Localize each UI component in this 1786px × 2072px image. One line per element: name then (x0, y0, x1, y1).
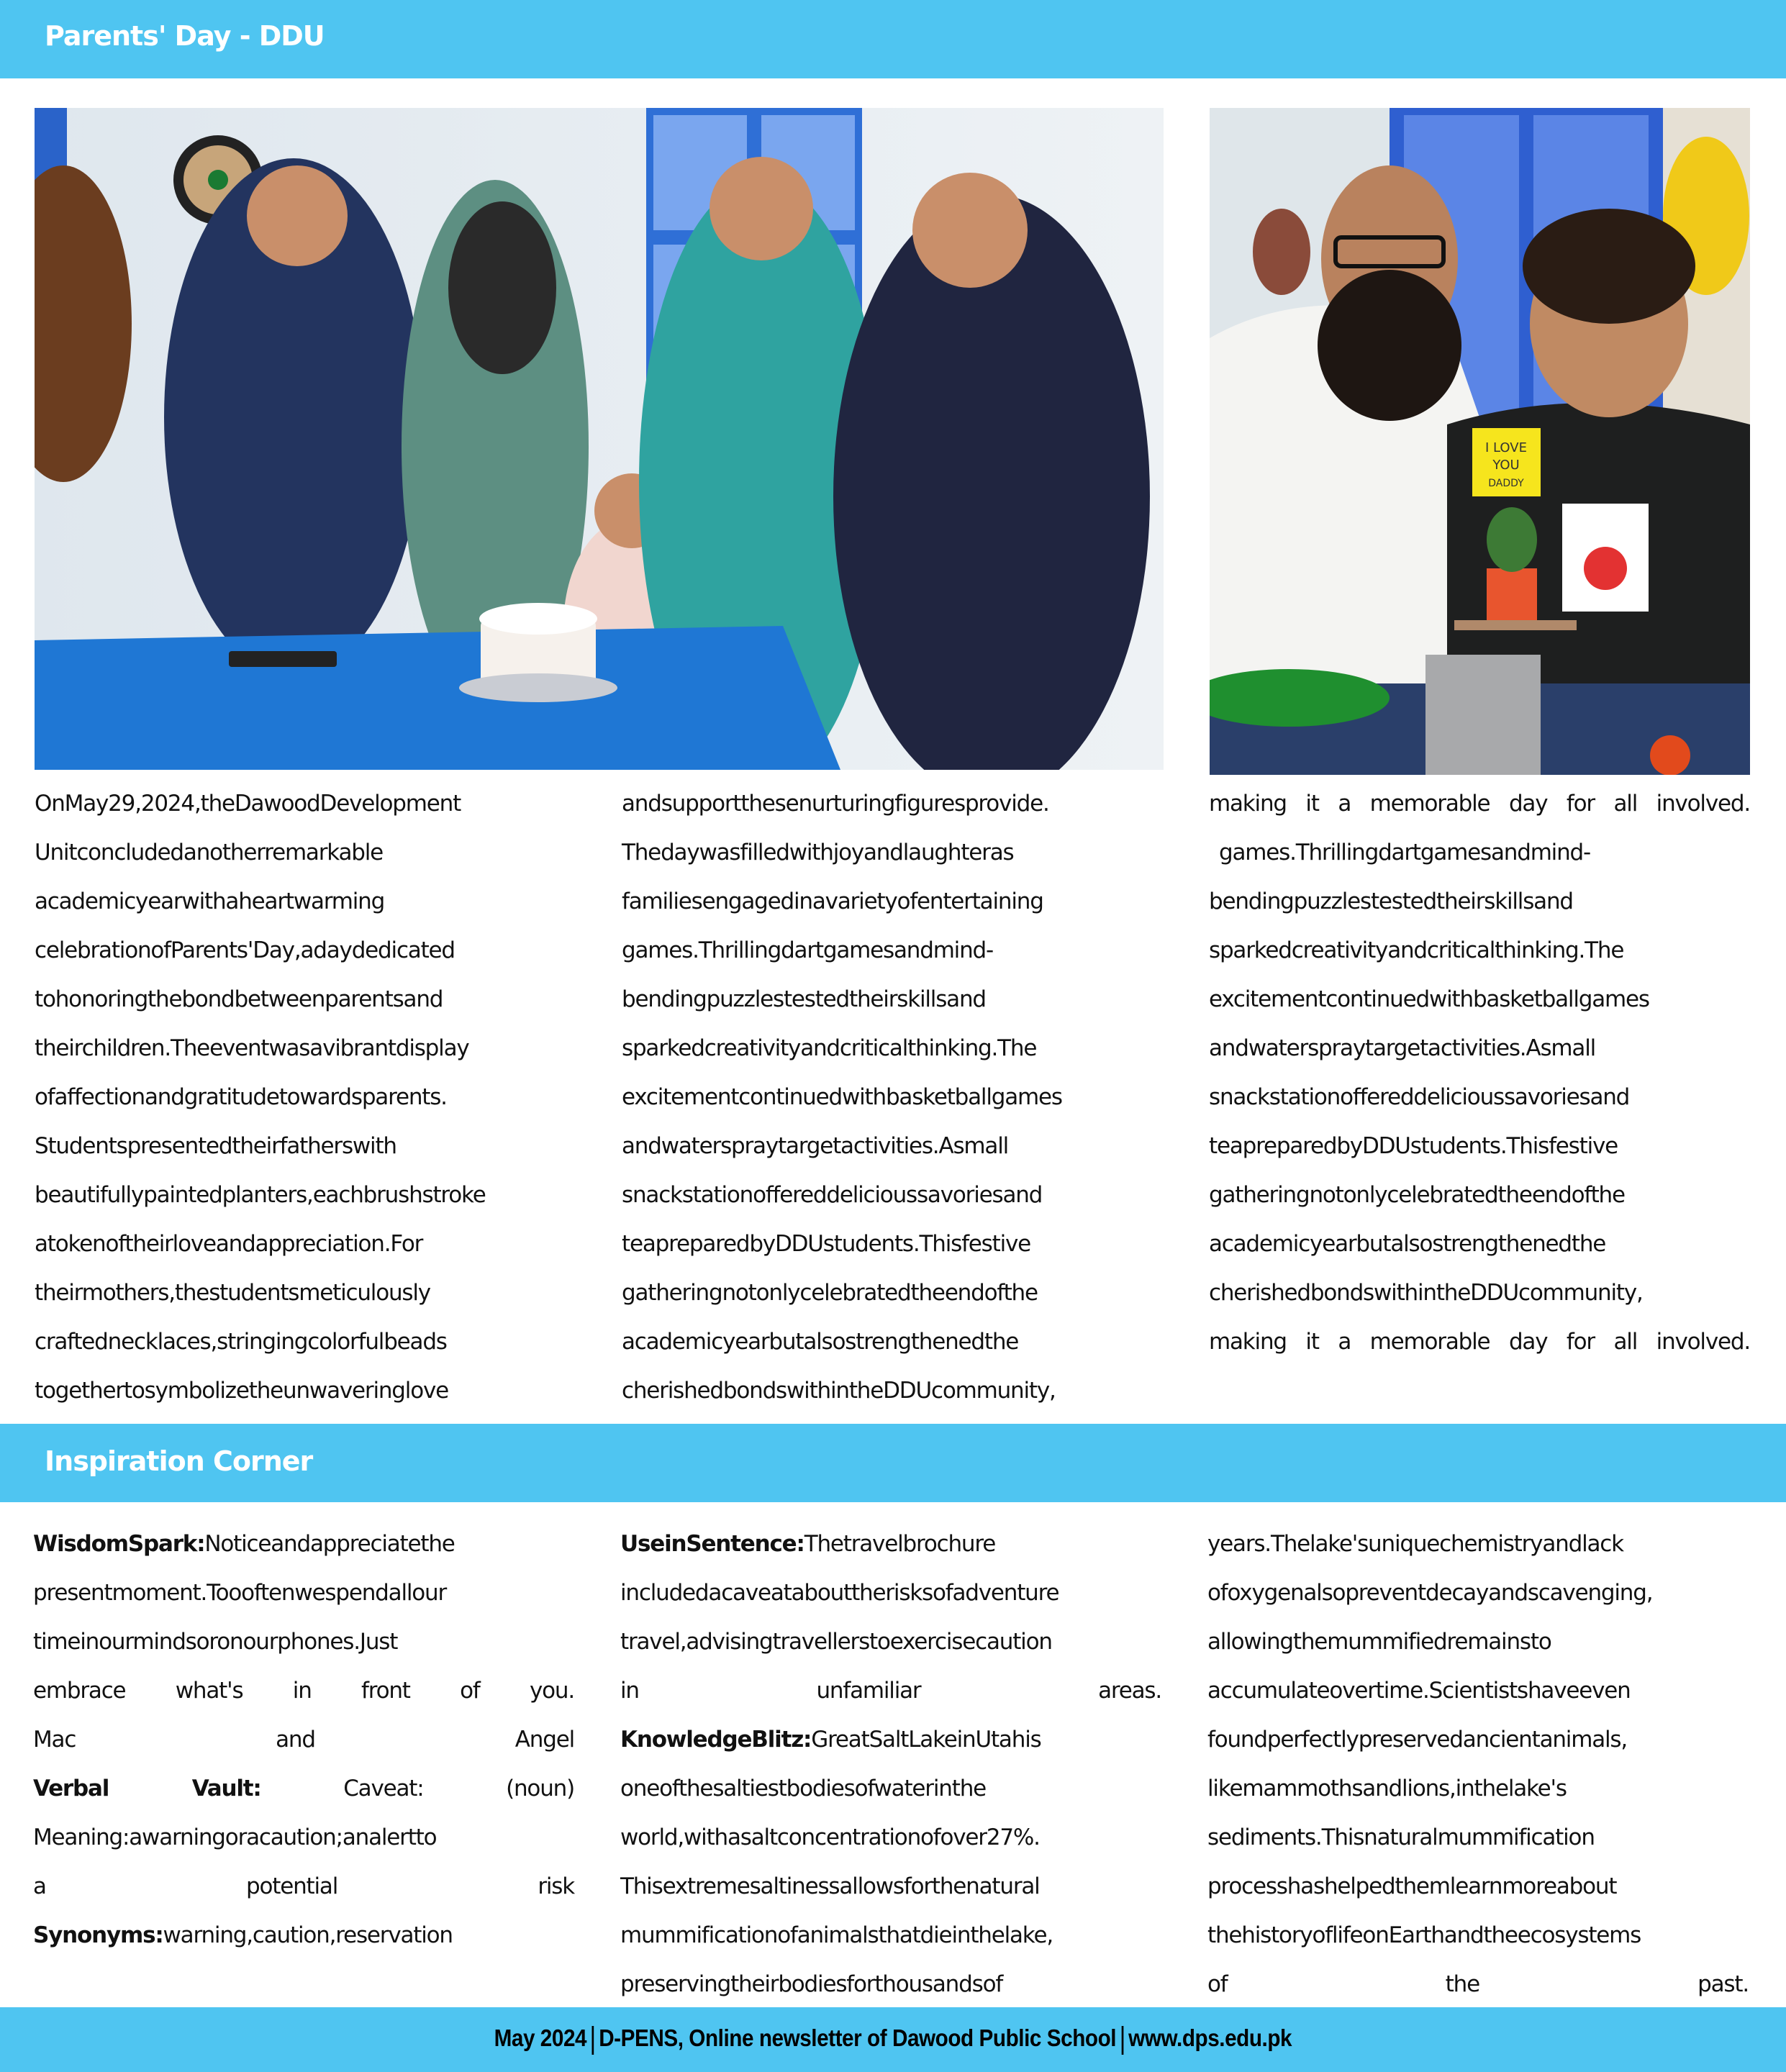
text-line: years.Thelake'suniquechemistryandlack (1207, 1531, 1623, 1557)
text-line: Synonyms:warning,caution,reservation (33, 1922, 453, 1948)
text-line: games.Thrillingdartgamesandmind- (1219, 840, 1591, 865)
footer-separator (591, 2026, 594, 2055)
text-line: world,withasaltconcentrationofover27%. (620, 1825, 1040, 1850)
text-line: cherishedbondswithintheDDUcommunity, (1209, 1280, 1643, 1306)
text-line: beautifullypaintedplanters,eachbrushstroke (35, 1182, 486, 1208)
text-line: ofoxygenalsopreventdecayandscavenging, (1207, 1580, 1653, 1606)
footer-website-link[interactable]: www.dps.edu.pk (1128, 2025, 1292, 2052)
text-line: teapreparedbyDDUstudents.Thisfestive (1209, 1133, 1618, 1159)
text-line: cherishedbondswithintheDDUcommunity, (622, 1378, 1056, 1404)
text-line: Meaning:awarningoracaution;analertto (33, 1825, 437, 1850)
text-line: sparkedcreativityandcriticalthinking.The (1209, 937, 1624, 963)
father-son-photo-icon (1210, 108, 1750, 775)
text-line: gatheringnotonlycelebratedtheendofthe (1209, 1182, 1625, 1208)
text-line: foundperfectlypreservedancientanimals, (1207, 1727, 1628, 1753)
text-line: togethertosymbolizetheunwaveringlove (35, 1378, 448, 1404)
text-line: UseinSentence:Thetravelbrochure (620, 1531, 996, 1557)
text-line: celebrationofParents'Day,adaydedicated (35, 937, 455, 963)
article-column-3 (1209, 779, 1750, 1366)
footer-publication: D-PENS, Online newsletter of Dawood Public School (599, 2025, 1117, 2052)
text-line: Verbal Vault: Caveat: (noun) (33, 1776, 574, 1801)
text-line: of the past. (1207, 1971, 1749, 1997)
section-header-parents-day (0, 0, 1786, 78)
text-line: likemammothsandlions,inthelake's (1207, 1776, 1567, 1801)
text-line: Studentspresentedtheirfatherswith (35, 1133, 396, 1159)
text-line: Thisextremesaltinessallowsforthenatural (620, 1873, 1040, 1899)
text-line: teapreparedbyDDUstudents.Thisfestive (622, 1231, 1031, 1257)
text-line: andsupportthesenurturingfiguresprovide. (622, 791, 1049, 817)
text-line: excitementcontinuedwithbasketballgames (1209, 986, 1649, 1012)
text-line: oneofthesaltiestbodiesofwaterinthe (620, 1776, 987, 1801)
text-line: theirmothers,thestudentsmeticulously (35, 1280, 430, 1306)
sign-text-1: I LOVE (1485, 440, 1527, 455)
text-line: includedacaveatabouttherisksofadventure (620, 1580, 1059, 1606)
text-line: academicyearbutalsostrengthenedthe (622, 1329, 1019, 1355)
text-line: tohonoringthebondbetweenparentsand (35, 986, 443, 1012)
text-line: bendingpuzzlestestedtheirskillsand (1209, 889, 1573, 914)
text-line: academicyearbutalsostrengthenedthe (1209, 1231, 1606, 1257)
text-line: timeinourmindsoronourphones.Just (33, 1629, 398, 1655)
article-column-1 (35, 779, 576, 1415)
text-line: mummificationofanimalsthatdieinthelake, (620, 1922, 1053, 1948)
text-line: thehistoryoflifeonEarthandtheecosystems (1207, 1922, 1641, 1948)
text-line: processhashelpedthemlearnmoreabout (1207, 1873, 1617, 1899)
text-line: atokenoftheirloveandappreciation.For (35, 1231, 423, 1257)
section-header-inspiration-corner (0, 1424, 1786, 1502)
text-line: preservingtheirbodiesforthousandsof (620, 1971, 1003, 1997)
text-line: WisdomSpark:Noticeandappreciatethe (33, 1531, 455, 1557)
text-line: theirchildren.Theeventwasavibrantdisplay (35, 1035, 469, 1061)
footer-text (494, 2025, 1292, 2054)
text-line: Unitconcludedanotherremarkable (35, 840, 384, 865)
text-line: ofaffectionandgratitudetowardsparents. (35, 1084, 447, 1110)
footer-date: May 2024 (494, 2025, 587, 2052)
footer-separator (1121, 2026, 1123, 2055)
text-line: making it a memorable day for all involved. (1209, 1329, 1750, 1355)
text-line: embrace what's in front of you. (33, 1678, 575, 1704)
celebration-photo-icon (35, 108, 1164, 770)
text-line: travel,advisingtravellerstoexercisecaution (620, 1629, 1052, 1655)
text-line: allowingthemummifiedremainsto (1207, 1629, 1551, 1655)
text-line: sediments.Thisnaturalmummification (1207, 1825, 1595, 1850)
text-line: academicyearwithaheartwarming (35, 889, 385, 914)
text-line: craftednecklaces,stringingcolorfulbeads (35, 1329, 447, 1355)
text-line: bendingpuzzlestestedtheirskillsand (622, 986, 986, 1012)
article-column-2 (622, 779, 1163, 1415)
text-line: making it a memorable day for all involved. (1209, 791, 1750, 817)
inspiration-column-2 (620, 1519, 1161, 2009)
sign-text-3: DADDY (1488, 478, 1524, 489)
text-line: familiesengagedinavarietyofentertaining (622, 889, 1043, 914)
photo-celebration-cake (35, 108, 1164, 770)
text-line: andwaterspraytargetactivities.Asmall (622, 1133, 1009, 1159)
text-line: KnowledgeBlitz:GreatSaltLakeinUtahis (620, 1727, 1041, 1753)
text-line: OnMay29,2024,theDawoodDevelopment (35, 791, 461, 817)
text-line: accumulateovertime.Scientistshaveeven (1207, 1678, 1631, 1704)
section-title: Parents' Day - DDU (45, 20, 325, 52)
text-line: snackstationoffereddelicioussavoriesand (1209, 1084, 1630, 1110)
text-line: gatheringnotonlycelebratedtheendofthe (622, 1280, 1038, 1306)
photo-father-son-planter (1210, 108, 1750, 775)
text-line: games.Thrillingdartgamesandmind- (622, 937, 994, 963)
section-title: Inspiration Corner (45, 1445, 313, 1477)
footer-bar (0, 2007, 1786, 2072)
text-line: Thedaywasfilledwithjoyandlaughteras (622, 840, 1014, 865)
text-line: andwaterspraytargetactivities.Asmall (1209, 1035, 1596, 1061)
text-line: presentmoment.Toooftenwespendallour (33, 1580, 447, 1606)
text-line: in unfamiliar areas. (620, 1678, 1162, 1704)
text-line: Mac and Angel (33, 1727, 574, 1753)
sign-text-2: YOU (1492, 458, 1520, 473)
text-line: excitementcontinuedwithbasketballgames (622, 1084, 1062, 1110)
text-line: a potential risk (33, 1873, 574, 1899)
inspiration-column-3 (1207, 1519, 1749, 2009)
inspiration-column-1 (33, 1519, 574, 1960)
text-line: snackstationoffereddelicioussavoriesand (622, 1182, 1043, 1208)
text-line: sparkedcreativityandcriticalthinking.The (622, 1035, 1037, 1061)
